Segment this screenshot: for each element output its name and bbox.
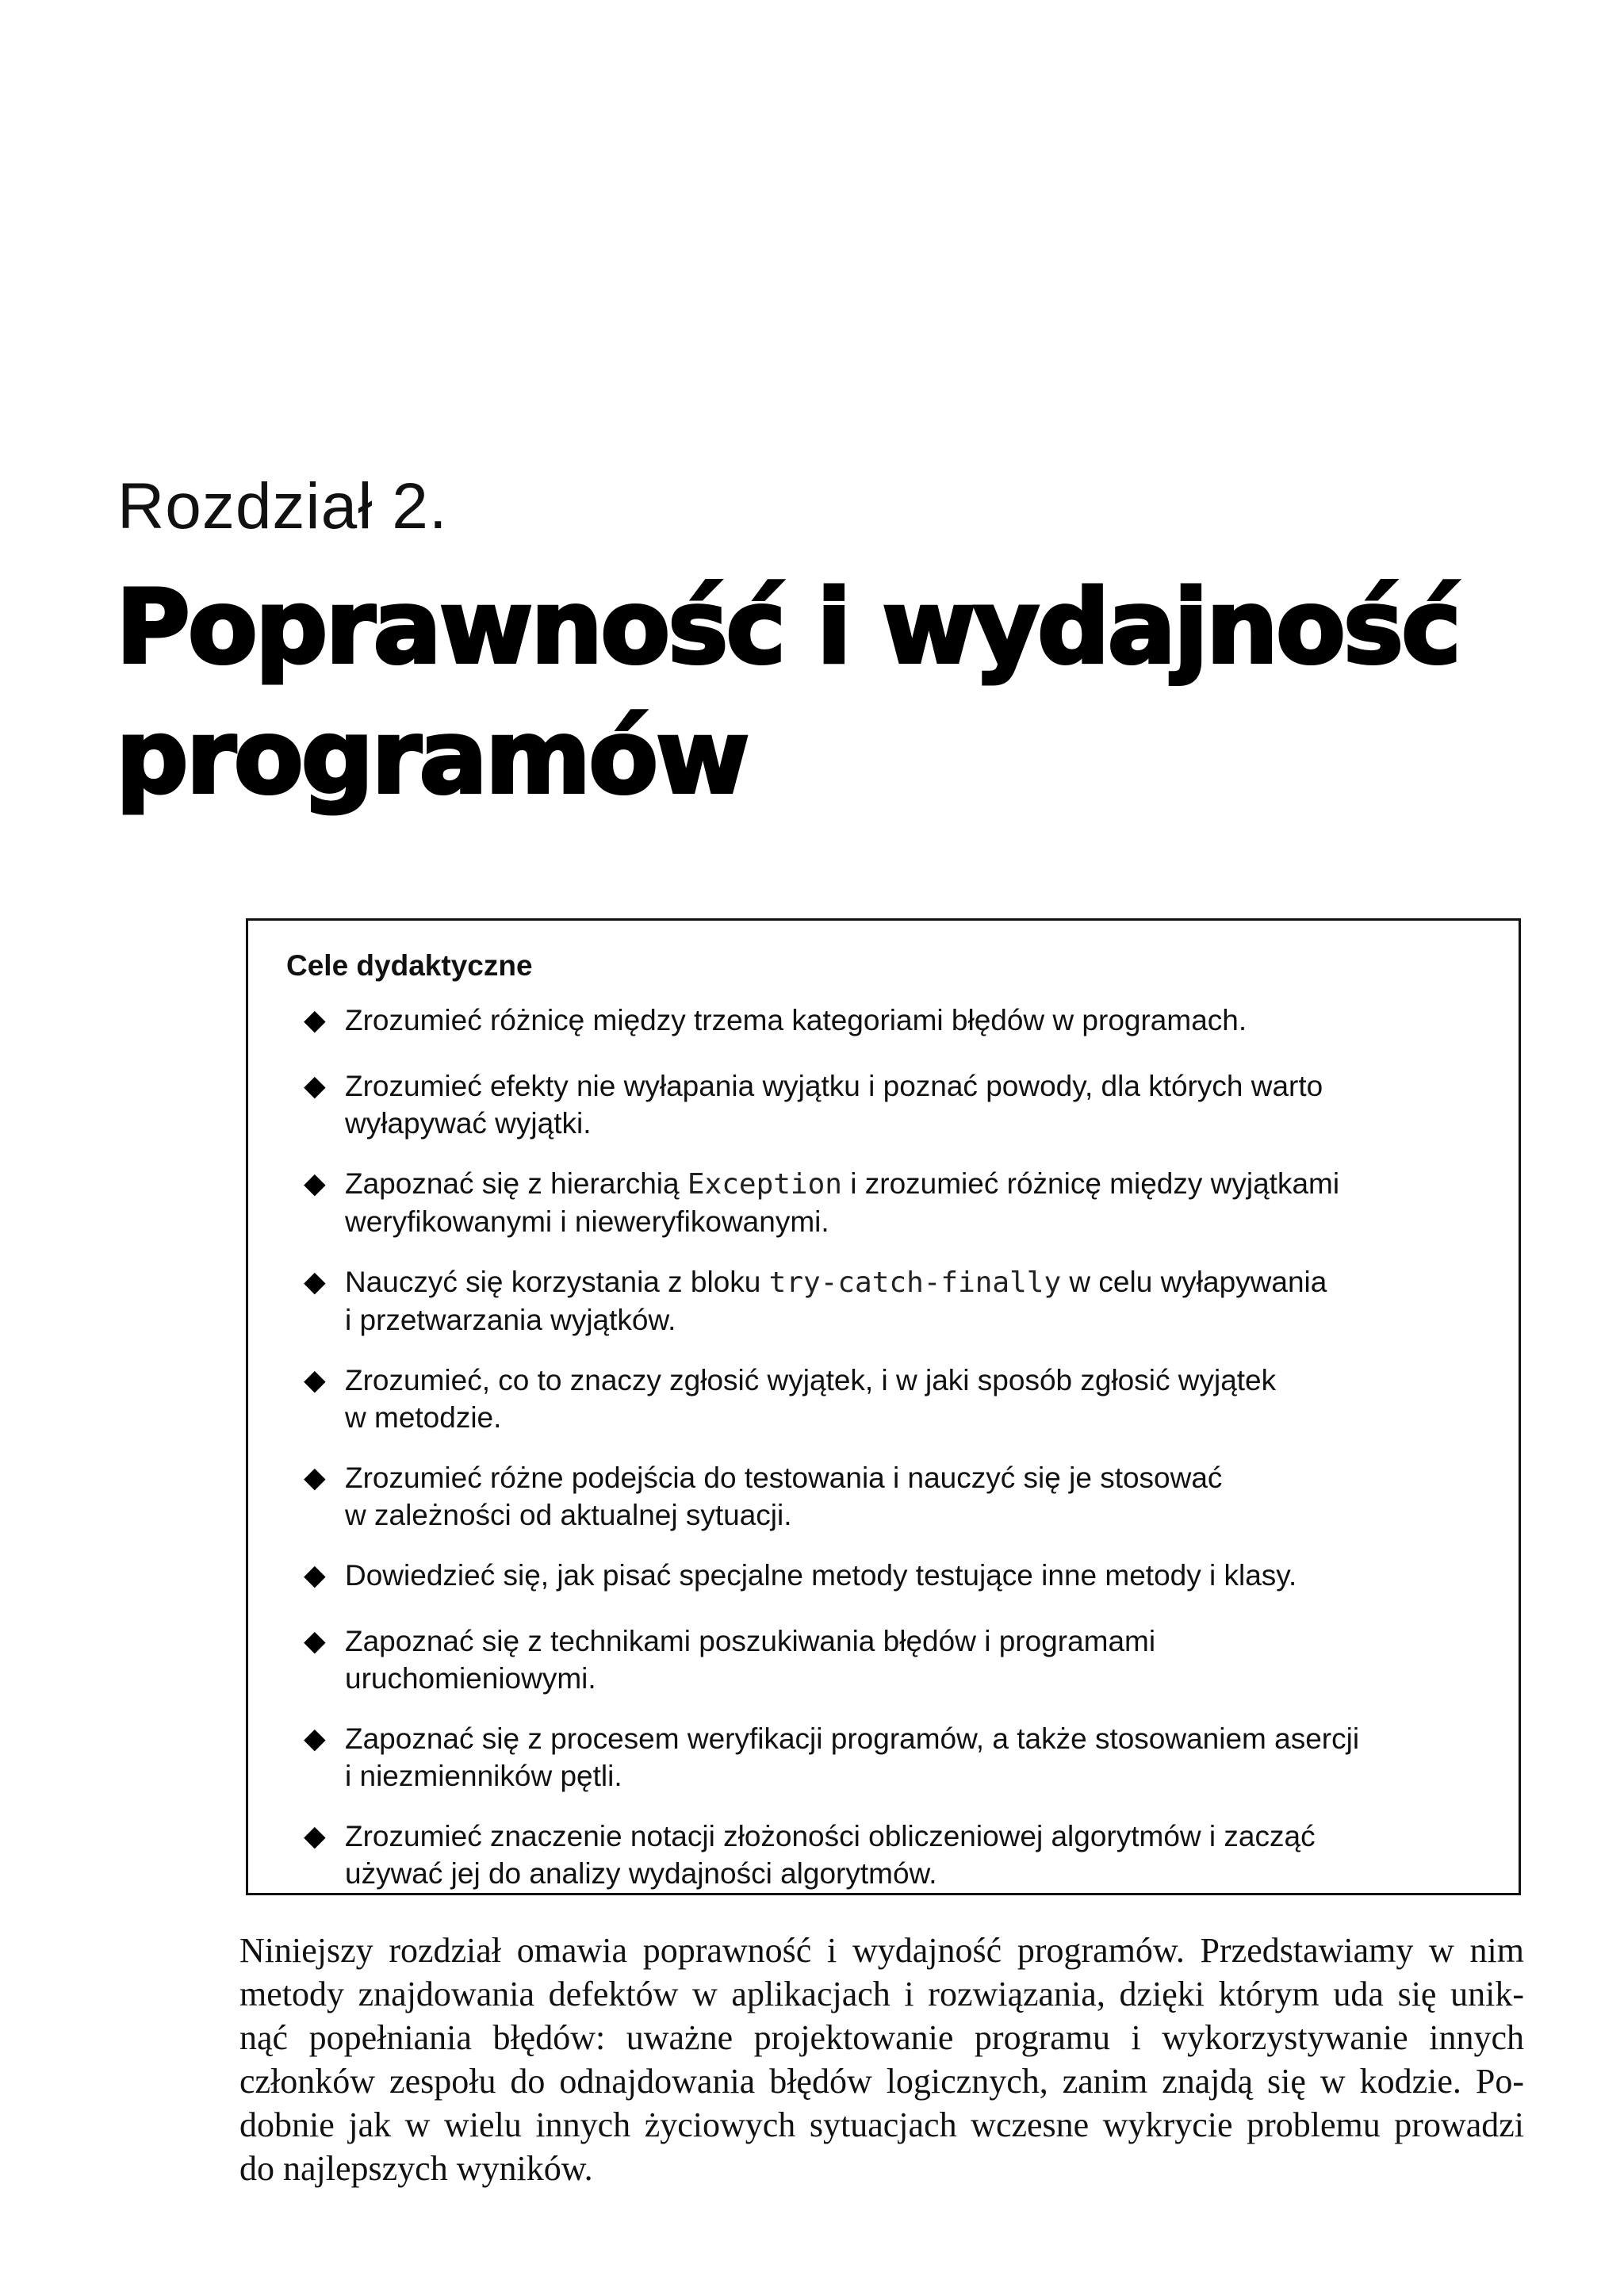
objective-text-line: i przetwarzania wyjątków.	[345, 1304, 676, 1336]
body-line: członków zespołu do odnajdowania błędów logicznych, zanim znajdą się w kodzie. Po-	[239, 2062, 1524, 2101]
objective-text: Zapoznać się z hierarchią	[345, 1167, 688, 1200]
inline-code: try-catch-finally	[768, 1266, 1062, 1299]
objective-text-line: Zrozumieć różnicę między trzema kategoriami błędów w programach.	[345, 1004, 1247, 1036]
diamond-bullet-icon: ◆	[304, 1070, 326, 1102]
objectives-heading: Cele dydaktyczne	[286, 949, 533, 982]
objective-item	[304, 1720, 1493, 1795]
objective-text-line: wyłapywać wyjątki.	[345, 1107, 592, 1140]
objective-text-line: i niezmienników pętli.	[345, 1760, 622, 1792]
inline-code: Exception	[687, 1168, 842, 1201]
objective-item	[304, 1002, 1493, 1039]
chapter-title-line-1: Poprawność i wydajność	[116, 569, 1459, 687]
objective-text-line: Zrozumieć różne podejścia do testowania i nauczyć się je stosować	[345, 1462, 1223, 1494]
diamond-bullet-icon: ◆	[304, 1364, 326, 1396]
diamond-bullet-icon: ◆	[304, 1462, 326, 1494]
objective-text-line: Zapoznać się z procesem weryfikacji programów, a także stosowaniem asercji	[345, 1722, 1360, 1755]
diamond-bullet-icon: ◆	[304, 1559, 326, 1592]
body-line: nąć popełniania błędów: uważne projektowanie programu i wykorzystywanie innych	[239, 2018, 1524, 2057]
chapter-label: Rozdział 2.	[117, 470, 448, 542]
objective-text-line: w zależności od aktualnej sytuacji.	[345, 1499, 792, 1531]
objective-text-line: Zrozumieć, co to znaczy zgłosić wyjątek, i w jaki sposób zgłosić wyjątek	[345, 1364, 1277, 1396]
chapter-title	[116, 563, 1543, 823]
objective-item	[304, 1067, 1493, 1142]
objective-text-line: w metodzie.	[345, 1401, 502, 1434]
diamond-bullet-icon: ◆	[304, 1820, 326, 1852]
objective-item	[304, 1263, 1493, 1339]
objective-item	[304, 1818, 1493, 1892]
objective-item	[304, 1165, 1493, 1240]
objectives-list	[304, 1002, 1493, 1915]
body-line: do najlepszych wyników.	[239, 2149, 593, 2188]
objective-text-line: weryfikowanymi i nieweryfikowanymi.	[345, 1205, 829, 1238]
body-paragraph	[239, 1929, 1524, 2190]
objective-text: Nauczyć się korzystania z bloku	[345, 1266, 769, 1298]
objective-text: i zrozumieć różnicę między wyjątkami	[841, 1167, 1340, 1200]
objective-item	[304, 1622, 1493, 1697]
diamond-bullet-icon: ◆	[304, 1167, 326, 1200]
objective-text-line	[345, 1263, 1493, 1301]
diamond-bullet-icon: ◆	[304, 1004, 326, 1036]
objective-text-line: Zrozumieć znaczenie notacji złożoności obliczeniowej algorytmów i zacząć	[345, 1820, 1316, 1852]
objective-text-line: Zrozumieć efekty nie wyłapania wyjątku i poznać powody, dla których warto	[345, 1070, 1323, 1102]
chapter-title-line-2: programów	[116, 699, 748, 817]
body-line: dobnie jak w wielu innych życiowych sytuacjach wczesne wykrycie problemu prowadzi	[239, 2105, 1524, 2144]
diamond-bullet-icon: ◆	[304, 1625, 326, 1657]
objective-text-line	[345, 1165, 1493, 1203]
diamond-bullet-icon: ◆	[304, 1722, 326, 1755]
objective-text: w celu wyłapywania	[1061, 1266, 1327, 1298]
body-line: Niniejszy rozdział omawia poprawność i wydajność programów. Przedstawiamy w nim	[239, 1931, 1524, 1970]
objective-item	[304, 1557, 1493, 1594]
diamond-bullet-icon: ◆	[304, 1266, 326, 1298]
body-line: metody znajdowania defektów w aplikacjach i rozwiązania, dzięki którym uda się unik-	[239, 1975, 1524, 2013]
objective-item	[304, 1362, 1493, 1436]
objective-text-line: Dowiedzieć się, jak pisać specjalne metody testujące inne metody i klasy.	[345, 1559, 1297, 1592]
objective-text-line: używać jej do analizy wydajności algorytmów.	[345, 1857, 937, 1890]
objectives-box	[246, 918, 1521, 1895]
objective-text-line: uruchomieniowymi.	[345, 1662, 596, 1695]
objective-text-line: Zapoznać się z technikami poszukiwania błędów i programami	[345, 1625, 1156, 1657]
objective-item	[304, 1459, 1493, 1534]
